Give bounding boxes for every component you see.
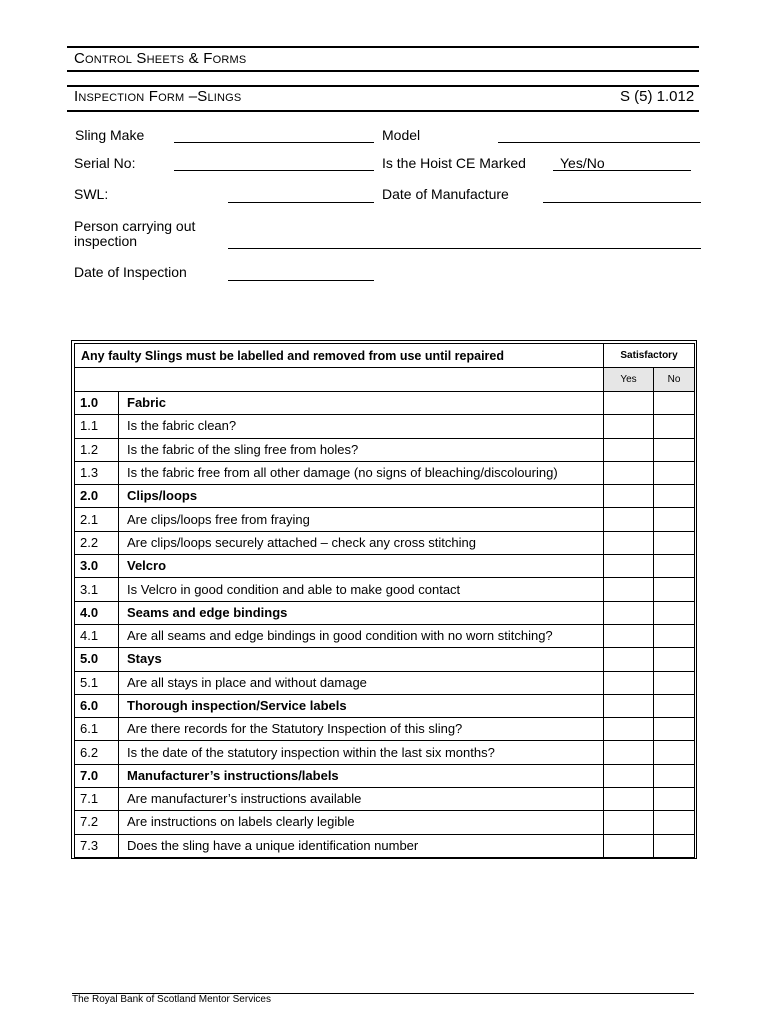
section-title: Seams and edge bindings	[119, 601, 604, 624]
question-row	[75, 508, 695, 531]
yes-checkbox-cell[interactable]	[604, 694, 654, 717]
no-checkbox-cell[interactable]	[654, 578, 695, 601]
section-title: Thorough inspection/Service labels	[119, 694, 604, 717]
no-checkbox-cell[interactable]	[654, 392, 695, 415]
yes-checkbox-cell[interactable]	[604, 392, 654, 415]
no-checkbox-cell[interactable]	[654, 671, 695, 694]
question-row	[75, 461, 695, 484]
question-text: Are manufacturer’s instructions available	[119, 788, 604, 811]
form-code: S (5) 1.012	[620, 88, 695, 105]
yes-label: Yes	[620, 373, 637, 385]
yes-checkbox-cell[interactable]	[604, 555, 654, 578]
yes-checkbox-cell[interactable]	[604, 624, 654, 647]
row-number: 2.1	[75, 508, 119, 531]
question-row	[75, 415, 695, 438]
row-number: 7.3	[75, 834, 119, 857]
satisfactory-header	[604, 344, 695, 368]
row-number: 5.0	[75, 648, 119, 671]
sling-make-label: Sling Make	[75, 127, 145, 143]
header-top-rule	[67, 46, 699, 48]
no-checkbox-cell[interactable]	[654, 764, 695, 787]
row-number: 3.1	[75, 578, 119, 601]
serial-no-label: Serial No:	[74, 155, 136, 171]
satisfactory-label: Satisfactory	[620, 349, 678, 361]
hoist-ce-field[interactable]	[553, 170, 691, 171]
date-of-inspection-label: Date of Inspection	[74, 264, 187, 280]
model-label: Model	[382, 127, 421, 143]
no-checkbox-cell[interactable]	[654, 555, 695, 578]
yes-header	[604, 368, 654, 392]
question-row	[75, 438, 695, 461]
row-number: 1.3	[75, 461, 119, 484]
question-row	[75, 671, 695, 694]
blank-header-cell	[75, 368, 604, 392]
question-text: Are clips/loops free from fraying	[119, 508, 604, 531]
question-row	[75, 718, 695, 741]
yes-checkbox-cell[interactable]	[604, 718, 654, 741]
section-row	[75, 392, 695, 415]
no-checkbox-cell[interactable]	[654, 718, 695, 741]
person-field[interactable]	[228, 248, 701, 249]
no-checkbox-cell[interactable]	[654, 508, 695, 531]
section-title: Fabric	[119, 392, 604, 415]
yes-checkbox-cell[interactable]	[604, 508, 654, 531]
section-title: Stays	[119, 648, 604, 671]
swl-field[interactable]	[228, 202, 374, 203]
section-title: Control Sheets & Forms	[74, 50, 247, 67]
question-text: Are clips/loops securely attached – check any cross stitching	[119, 531, 604, 554]
question-text: Is the date of the statutory inspection within the last six months?	[119, 741, 604, 764]
section-title: Velcro	[119, 555, 604, 578]
yes-checkbox-cell[interactable]	[604, 485, 654, 508]
yes-checkbox-cell[interactable]	[604, 648, 654, 671]
row-number: 1.2	[75, 438, 119, 461]
yes-checkbox-cell[interactable]	[604, 788, 654, 811]
yes-checkbox-cell[interactable]	[604, 438, 654, 461]
date-of-inspection-field[interactable]	[228, 280, 374, 281]
no-checkbox-cell[interactable]	[654, 741, 695, 764]
yes-checkbox-cell[interactable]	[604, 601, 654, 624]
no-checkbox-cell[interactable]	[654, 834, 695, 857]
model-field[interactable]	[498, 142, 700, 143]
checklist-table	[74, 343, 695, 858]
question-row	[75, 624, 695, 647]
yes-checkbox-cell[interactable]	[604, 834, 654, 857]
no-label: No	[667, 373, 681, 385]
person-label-line1: Person carrying out	[74, 218, 196, 234]
row-number: 2.2	[75, 531, 119, 554]
no-checkbox-cell[interactable]	[654, 438, 695, 461]
section-title: Manufacturer’s instructions/labels	[119, 764, 604, 787]
question-row	[75, 788, 695, 811]
yes-checkbox-cell[interactable]	[604, 461, 654, 484]
hoist-ce-label: Is the Hoist CE Marked	[382, 155, 526, 171]
no-header	[654, 368, 695, 392]
row-number: 1.1	[75, 415, 119, 438]
notice-text: Any faulty Slings must be labelled and removed from use until repaired	[81, 348, 505, 363]
yes-checkbox-cell[interactable]	[604, 415, 654, 438]
yes-checkbox-cell[interactable]	[604, 764, 654, 787]
question-text: Does the sling have a unique identification number	[119, 834, 604, 857]
yes-checkbox-cell[interactable]	[604, 531, 654, 554]
question-row	[75, 811, 695, 834]
row-number: 3.0	[75, 555, 119, 578]
no-checkbox-cell[interactable]	[654, 485, 695, 508]
header-mid-rule-2	[67, 85, 699, 87]
row-number: 4.0	[75, 601, 119, 624]
serial-no-field[interactable]	[174, 170, 374, 171]
row-number: 2.0	[75, 485, 119, 508]
sling-make-field[interactable]	[174, 142, 374, 143]
header-mid-rule	[67, 70, 699, 72]
no-checkbox-cell[interactable]	[654, 461, 695, 484]
section-row	[75, 648, 695, 671]
date-of-manufacture-field[interactable]	[543, 202, 701, 203]
section-row	[75, 694, 695, 717]
date-of-manufacture-label: Date of Manufacture	[382, 186, 509, 202]
section-row	[75, 485, 695, 508]
question-row	[75, 834, 695, 857]
question-text: Is the fabric of the sling free from holes?	[119, 438, 604, 461]
no-checkbox-cell[interactable]	[654, 624, 695, 647]
row-number: 6.2	[75, 741, 119, 764]
no-checkbox-cell[interactable]	[654, 788, 695, 811]
row-number: 6.0	[75, 694, 119, 717]
question-row	[75, 741, 695, 764]
section-row	[75, 601, 695, 624]
question-text: Are there records for the Statutory Inspection of this sling?	[119, 718, 604, 741]
no-checkbox-cell[interactable]	[654, 694, 695, 717]
footer-text: The Royal Bank of Scotland Mentor Services	[72, 994, 271, 1005]
question-text: Is the fabric clean?	[119, 415, 604, 438]
row-number: 1.0	[75, 392, 119, 415]
section-row	[75, 764, 695, 787]
form-title: Inspection Form –Slings	[74, 88, 242, 105]
yes-checkbox-cell[interactable]	[604, 671, 654, 694]
question-row	[75, 531, 695, 554]
hoist-ce-value: Yes/No	[560, 155, 605, 171]
row-number: 7.0	[75, 764, 119, 787]
question-text: Are all seams and edge bindings in good condition with no worn stitching?	[119, 624, 604, 647]
section-title: Clips/loops	[119, 485, 604, 508]
yes-checkbox-cell[interactable]	[604, 578, 654, 601]
section-row	[75, 555, 695, 578]
question-text: Are instructions on labels clearly legible	[119, 811, 604, 834]
yes-checkbox-cell[interactable]	[604, 811, 654, 834]
row-number: 4.1	[75, 624, 119, 647]
header-bottom-rule	[67, 110, 699, 112]
notice-cell	[75, 344, 604, 368]
question-text: Is the fabric free from all other damage (no signs of bleaching/discolouring)	[119, 461, 604, 484]
no-checkbox-cell[interactable]	[654, 811, 695, 834]
row-number: 6.1	[75, 718, 119, 741]
question-row	[75, 578, 695, 601]
person-label-line2: inspection	[74, 233, 138, 249]
no-checkbox-cell[interactable]	[654, 648, 695, 671]
row-number: 5.1	[75, 671, 119, 694]
question-text: Are all stays in place and without damage	[119, 671, 604, 694]
yes-checkbox-cell[interactable]	[604, 741, 654, 764]
no-checkbox-cell[interactable]	[654, 531, 695, 554]
swl-label: SWL:	[74, 186, 109, 202]
no-checkbox-cell[interactable]	[654, 415, 695, 438]
question-text: Is Velcro in good condition and able to make good contact	[119, 578, 604, 601]
row-number: 7.1	[75, 788, 119, 811]
row-number: 7.2	[75, 811, 119, 834]
checklist-table-wrap	[74, 343, 694, 858]
no-checkbox-cell[interactable]	[654, 601, 695, 624]
